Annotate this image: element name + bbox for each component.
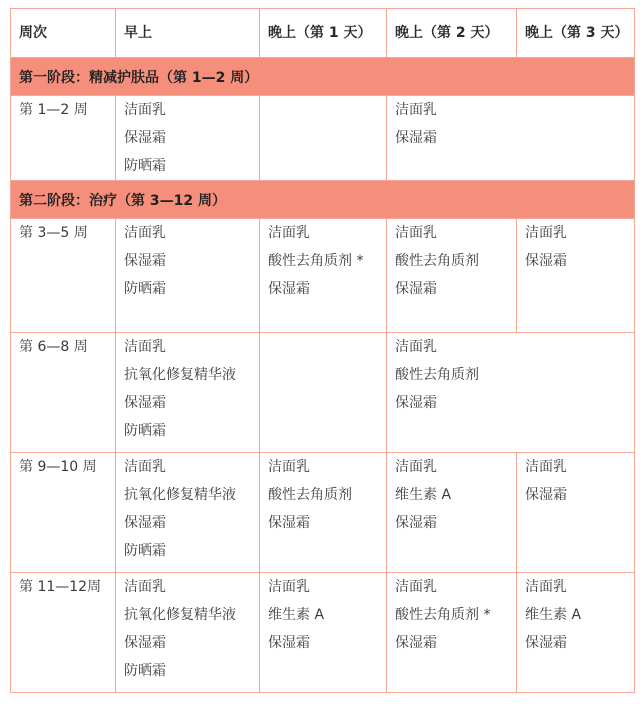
day1-cell	[260, 573, 387, 693]
morning-cell	[116, 219, 260, 333]
product-item: 维生素 A	[395, 487, 452, 503]
product-item: 保湿霜	[124, 515, 166, 531]
product-item: 保湿霜	[525, 253, 567, 269]
product-item: 洁面乳	[525, 225, 567, 241]
table-row	[11, 219, 635, 333]
week-label: 第 11—12周	[19, 579, 102, 595]
product-item: 保湿霜	[124, 253, 166, 269]
day1-cell	[260, 453, 387, 573]
product-item: 保湿霜	[124, 635, 166, 651]
header-evening-day1: 晚上（第 1 天）	[260, 9, 387, 58]
product-item: 洁面乳	[395, 102, 437, 118]
product-item: 保湿霜	[395, 515, 437, 531]
morning-cell	[116, 333, 260, 453]
day2-cell	[387, 453, 517, 573]
product-item: 保湿霜	[525, 635, 567, 651]
product-item: 维生素 A	[268, 607, 325, 623]
product-item: 防晒霜	[124, 663, 166, 679]
product-item: 洁面乳	[525, 579, 567, 595]
table-row	[11, 96, 635, 181]
product-item: 保湿霜	[395, 281, 437, 297]
phase1-heading-row	[11, 58, 635, 96]
header-evening-day2: 晚上（第 2 天）	[387, 9, 517, 58]
header-row	[11, 9, 635, 58]
product-item: 洁面乳	[268, 459, 310, 475]
product-item: 洁面乳	[395, 339, 437, 355]
skincare-schedule-table	[10, 8, 635, 693]
product-item: 保湿霜	[268, 635, 310, 651]
product-item: 防晒霜	[124, 543, 166, 559]
product-item: 保湿霜	[268, 281, 310, 297]
product-item: 防晒霜	[124, 281, 166, 297]
product-item: 洁面乳	[395, 225, 437, 241]
day3-cell	[517, 573, 635, 693]
week-cell	[11, 333, 116, 453]
day2-cell	[387, 219, 517, 333]
product-item: 洁面乳	[124, 579, 166, 595]
product-item: 抗氧化修复精华液	[124, 487, 236, 503]
product-item: 洁面乳	[124, 225, 166, 241]
week-label: 第 3—5 周	[19, 225, 88, 241]
day2-cell	[387, 573, 517, 693]
day1-cell	[260, 96, 387, 181]
week-cell	[11, 96, 116, 181]
week-label: 第 1—2 周	[19, 102, 88, 118]
day3-cell	[517, 453, 635, 573]
product-item: 防晒霜	[124, 158, 166, 174]
product-item: 防晒霜	[124, 423, 166, 439]
product-item: 洁面乳	[124, 459, 166, 475]
product-item: 抗氧化修复精华液	[124, 367, 236, 383]
product-item: 洁面乳	[525, 459, 567, 475]
product-item: 酸性去角质剂 *	[268, 253, 364, 269]
phase2-title: 第二阶段：治疗（第 3—12 周）	[11, 181, 635, 219]
week-cell	[11, 573, 116, 693]
week-cell	[11, 219, 116, 333]
morning-cell	[116, 573, 260, 693]
product-item: 洁面乳	[268, 225, 310, 241]
product-item: 保湿霜	[395, 635, 437, 651]
morning-cell	[116, 453, 260, 573]
week-cell	[11, 453, 116, 573]
week-label: 第 6—8 周	[19, 339, 88, 355]
header-week: 周次	[11, 9, 116, 58]
morning-cell	[116, 96, 260, 181]
product-item: 保湿霜	[525, 487, 567, 503]
product-item: 酸性去角质剂	[395, 367, 479, 383]
header-morning: 早上	[116, 9, 260, 58]
table-row	[11, 573, 635, 693]
product-item: 保湿霜	[268, 515, 310, 531]
product-item: 保湿霜	[124, 395, 166, 411]
day1-cell	[260, 219, 387, 333]
day2-cell	[387, 333, 635, 453]
product-item: 洁面乳	[395, 579, 437, 595]
day2-cell	[387, 96, 635, 181]
product-item: 洁面乳	[395, 459, 437, 475]
header-evening-day3: 晚上（第 3 天）	[517, 9, 635, 58]
product-item: 维生素 A	[525, 607, 582, 623]
product-item: 洁面乳	[124, 339, 166, 355]
phase2-heading-row	[11, 181, 635, 219]
day3-cell	[517, 219, 635, 333]
table-row	[11, 453, 635, 573]
product-item: 洁面乳	[124, 102, 166, 118]
product-item: 洁面乳	[268, 579, 310, 595]
product-item: 保湿霜	[395, 395, 437, 411]
product-item: 酸性去角质剂 *	[395, 607, 491, 623]
table-row	[11, 333, 635, 453]
product-item: 抗氧化修复精华液	[124, 607, 236, 623]
day1-cell	[260, 333, 387, 453]
product-item: 酸性去角质剂	[268, 487, 352, 503]
phase1-title: 第一阶段：精减护肤品（第 1—2 周）	[11, 58, 635, 96]
week-label: 第 9—10 周	[19, 459, 97, 475]
product-item: 酸性去角质剂	[395, 253, 479, 269]
product-item: 保湿霜	[395, 130, 437, 146]
product-item: 保湿霜	[124, 130, 166, 146]
